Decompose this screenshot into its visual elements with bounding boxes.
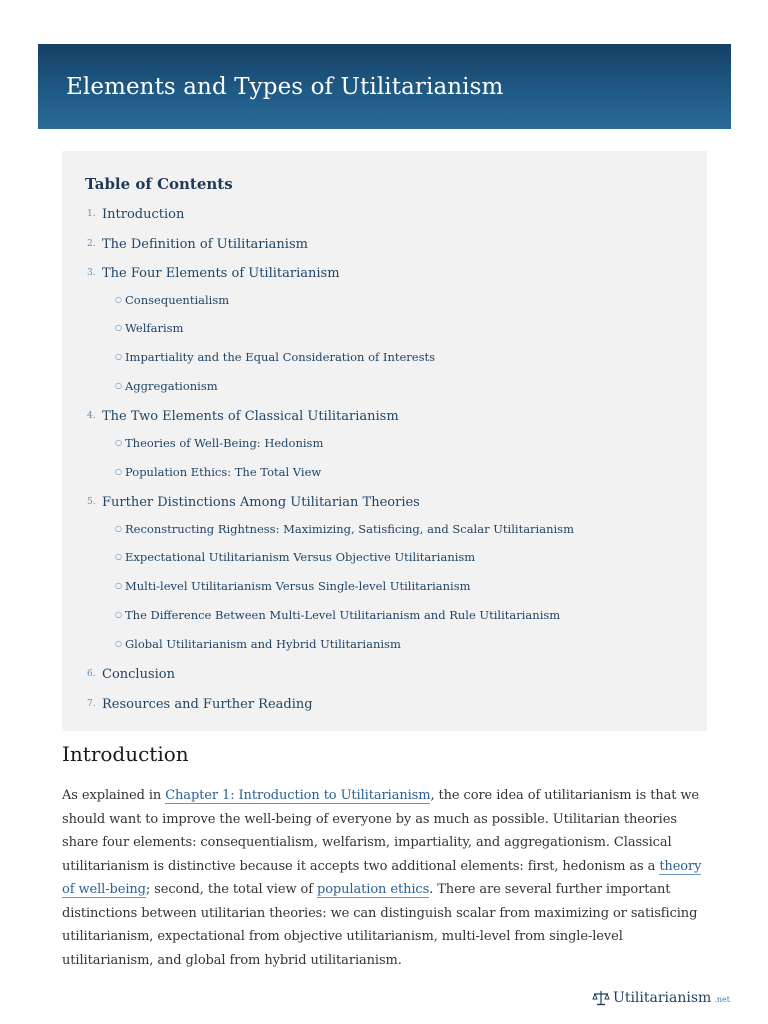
intro-text: , the core idea of utilitarianism is that we should want to improve the well-being of everyone by as much as possible. Utilitarian theories share four elements: consequentialism, welfarism, impartiality, and aggregationism. Classical utilitarianism is distinctive because it accepts two additional elements: first, hedonism as a	[62, 788, 700, 874]
intro-text: As explained in	[62, 788, 166, 803]
toc-subitem[interactable]	[117, 515, 707, 544]
toc-item-number: 3.	[87, 268, 96, 278]
toc-subitem-label: Aggregationism	[125, 378, 218, 393]
toc-item-number: 6.	[87, 669, 96, 680]
toc-subitem[interactable]	[117, 372, 707, 401]
toc-subitem[interactable]	[117, 458, 707, 487]
toc-link[interactable]: The Definition of Utilitarianism	[102, 236, 308, 252]
scales-icon	[592, 990, 610, 1006]
toc-item-number: 5.	[87, 497, 96, 508]
toc-subitem-label: Expectational Utilitarianism Versus Objective Utilitarianism	[125, 550, 476, 565]
toc-subitem-label: Consequentialism	[125, 292, 230, 307]
bullet-icon: ○	[115, 466, 122, 476]
toc-title: Table of Contents	[85, 175, 233, 193]
toc-item-number: 7.	[87, 698, 96, 709]
table-of-contents	[62, 151, 707, 731]
bullet-icon: ○	[115, 380, 122, 390]
toc-subitem[interactable]	[117, 630, 707, 659]
intro-paragraph	[62, 784, 702, 972]
toc-item	[85, 660, 707, 690]
toc-subitem[interactable]	[117, 572, 707, 601]
bullet-icon: ○	[115, 609, 122, 619]
toc-link[interactable]: Resources and Further Reading	[102, 696, 313, 712]
toc-item	[85, 259, 707, 400]
theory-of-well-being-link[interactable]: theory of well-being	[62, 858, 702, 897]
bullet-icon: ○	[115, 437, 122, 447]
chapter-1-link[interactable]: Chapter 1: Introduction to Utilitarianism	[165, 788, 431, 803]
toc-subitem-label: Multi-level Utilitarianism Versus Single-level Utilitarianism	[125, 579, 471, 594]
bullet-icon: ○	[115, 638, 122, 648]
toc-subitem-label: Welfarism	[125, 321, 184, 336]
toc-subitem[interactable]	[117, 314, 707, 343]
site-logo[interactable]	[592, 990, 730, 1006]
toc-subitem-label: The Difference Between Multi-Level Utilitarianism and Rule Utilitarianism	[125, 607, 561, 622]
toc-item	[85, 230, 707, 260]
toc-subitem[interactable]	[117, 601, 707, 630]
toc-link[interactable]: Conclusion	[102, 667, 175, 683]
logo-name: Utilitarianism	[613, 990, 712, 1006]
toc-link[interactable]: Introduction	[102, 207, 185, 222]
toc-item-number: 4.	[87, 411, 96, 422]
toc-subitem-label: Theories of Well-Being: Hedonism	[125, 435, 324, 450]
toc-link[interactable]: The Two Elements of Classical Utilitarianism	[102, 409, 399, 425]
toc-subitem-label: Population Ethics: The Total View	[125, 464, 322, 479]
toc-item	[85, 200, 707, 230]
toc-subitem[interactable]	[117, 543, 707, 572]
toc-item	[85, 690, 707, 720]
toc-subitem[interactable]	[117, 286, 707, 315]
toc-subitem[interactable]	[117, 429, 707, 458]
section-heading-introduction: Introduction	[62, 742, 189, 766]
bullet-icon: ○	[115, 323, 122, 333]
toc-sublist	[102, 429, 707, 486]
intro-text: . There are several further important distinctions between utilitarian theories: we can distinguish scalar from maximizing or satisficing utilitarianism, expectational from objective utilitarianism, multi-level from single-level utilitarianism, and global from hybrid utilitarianism.	[62, 882, 698, 968]
bullet-icon: ○	[115, 294, 122, 304]
population-ethics-link[interactable]: population ethics	[316, 882, 430, 897]
bullet-icon: ○	[115, 552, 122, 562]
toc-item	[85, 488, 707, 658]
page-header	[38, 44, 731, 129]
toc-sublist	[102, 286, 707, 401]
intro-text: ; second, the total view of	[145, 882, 317, 897]
toc-subitem-label: Impartiality and the Equal Consideration of Interests	[125, 349, 436, 364]
toc-link[interactable]: The Four Elements of Utilitarianism	[102, 266, 340, 281]
toc-link[interactable]: Further Distinctions Among Utilitarian Theories	[102, 495, 420, 511]
page-title: Elements and Types of Utilitarianism	[66, 73, 504, 100]
toc-item-number: 2.	[87, 238, 96, 249]
bullet-icon: ○	[115, 351, 122, 361]
bullet-icon: ○	[115, 581, 122, 591]
logo-suffix: .net	[714, 995, 730, 1004]
toc-subitem[interactable]	[117, 343, 707, 372]
toc-list	[85, 200, 707, 719]
toc-subitem-label: Reconstructing Rightness: Maximizing, Satisficing, and Scalar Utilitarianism	[125, 521, 574, 536]
toc-item	[85, 402, 707, 486]
bullet-icon: ○	[115, 523, 122, 533]
toc-sublist	[102, 515, 707, 659]
toc-item-number: 1.	[87, 209, 96, 219]
toc-subitem-label: Global Utilitarianism and Hybrid Utilitarianism	[125, 636, 401, 651]
